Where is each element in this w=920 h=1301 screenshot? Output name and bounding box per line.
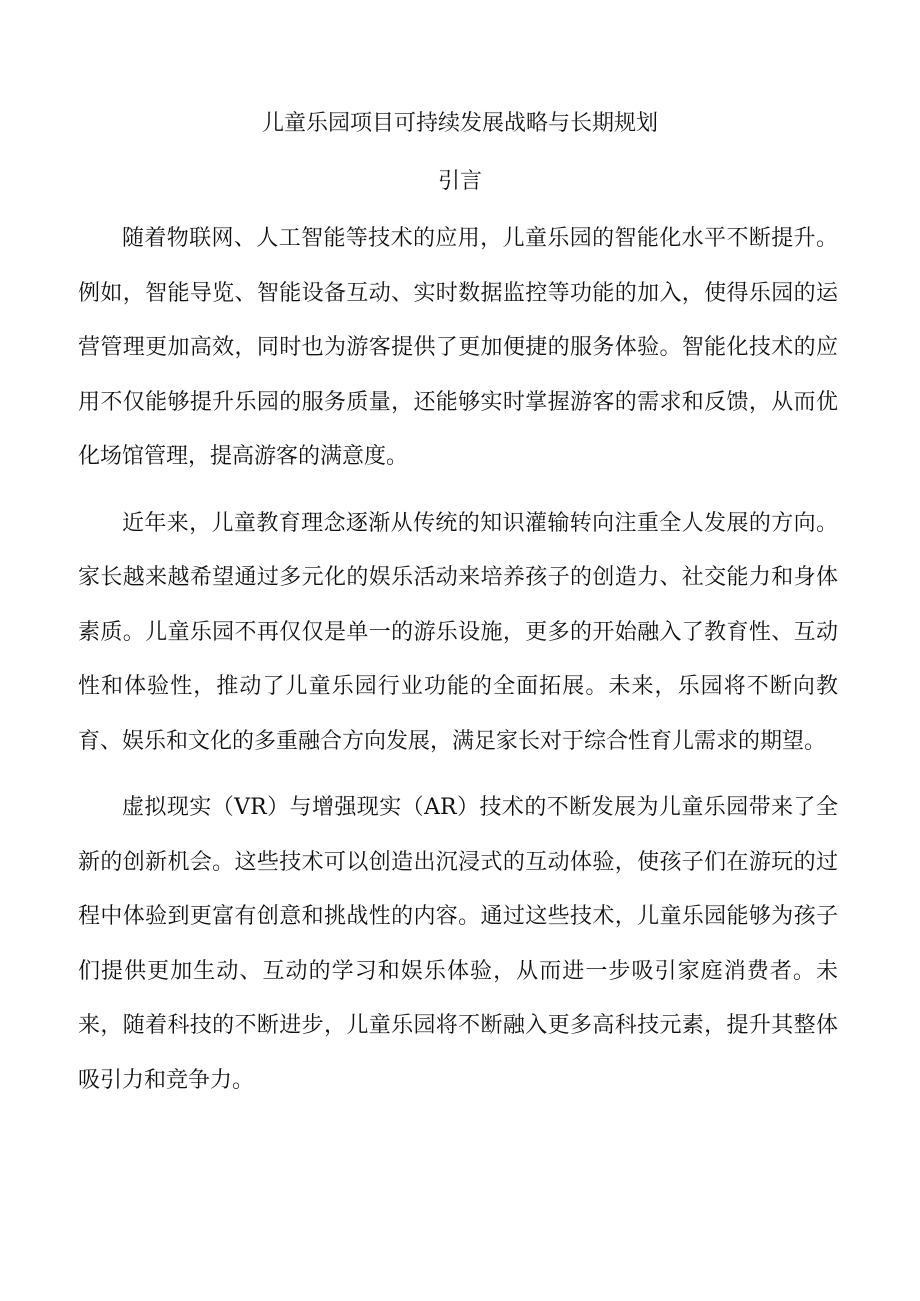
body-text (78, 212, 838, 1108)
paragraph-3: 虚拟现实（VR）与增强现实（AR）技术的不断发展为儿童乐园带来了全新的创新机会。这些技术可以创造出沉浸式的互动体验，使孩子们在游玩的过程中体验到更富有创意和挑战性的内容。通过这些技术，儿童乐园能够为孩子们提供更加生动、互动的学习和娱乐体验，从而进一步吸引家庭消费者。未来，随着科技的不断进步，儿童乐园将不断融入更多高科技元素，提升其整体吸引力和竞争力。 (78, 795, 838, 1093)
paragraph-2: 近年来，儿童教育理念逐渐从传统的知识灌输转向注重全人发展的方向。家长越来越希望通过多元化的娱乐活动来培养孩子的创造力、社交能力和身体素质。儿童乐园不再仅仅是单一的游乐设施，更多的开始融入了教育性、互动性和体验性，推动了儿童乐园行业功能的全面拓展。未来，乐园将不断向教育、娱乐和文化的多重融合方向发展，满足家长对于综合性育儿需求的期望。 (78, 510, 838, 754)
section-heading: 引言 (437, 169, 482, 194)
paragraph-1: 随着物联网、人工智能等技术的应用，儿童乐园的智能化水平不断提升。例如，智能导览、智能设备互动、实时数据监控等功能的加入，使得乐园的运营管理更加高效，同时也为游客提供了更加便捷的服务体验。智能化技术的应用不仅能够提升乐园的服务质量，还能够实时掌握游客的需求和反馈，从而优化场馆管理，提高游客的满意度。 (78, 226, 838, 469)
document-title: 儿童乐园项目可持续发展战略与长期规划 (261, 111, 658, 136)
